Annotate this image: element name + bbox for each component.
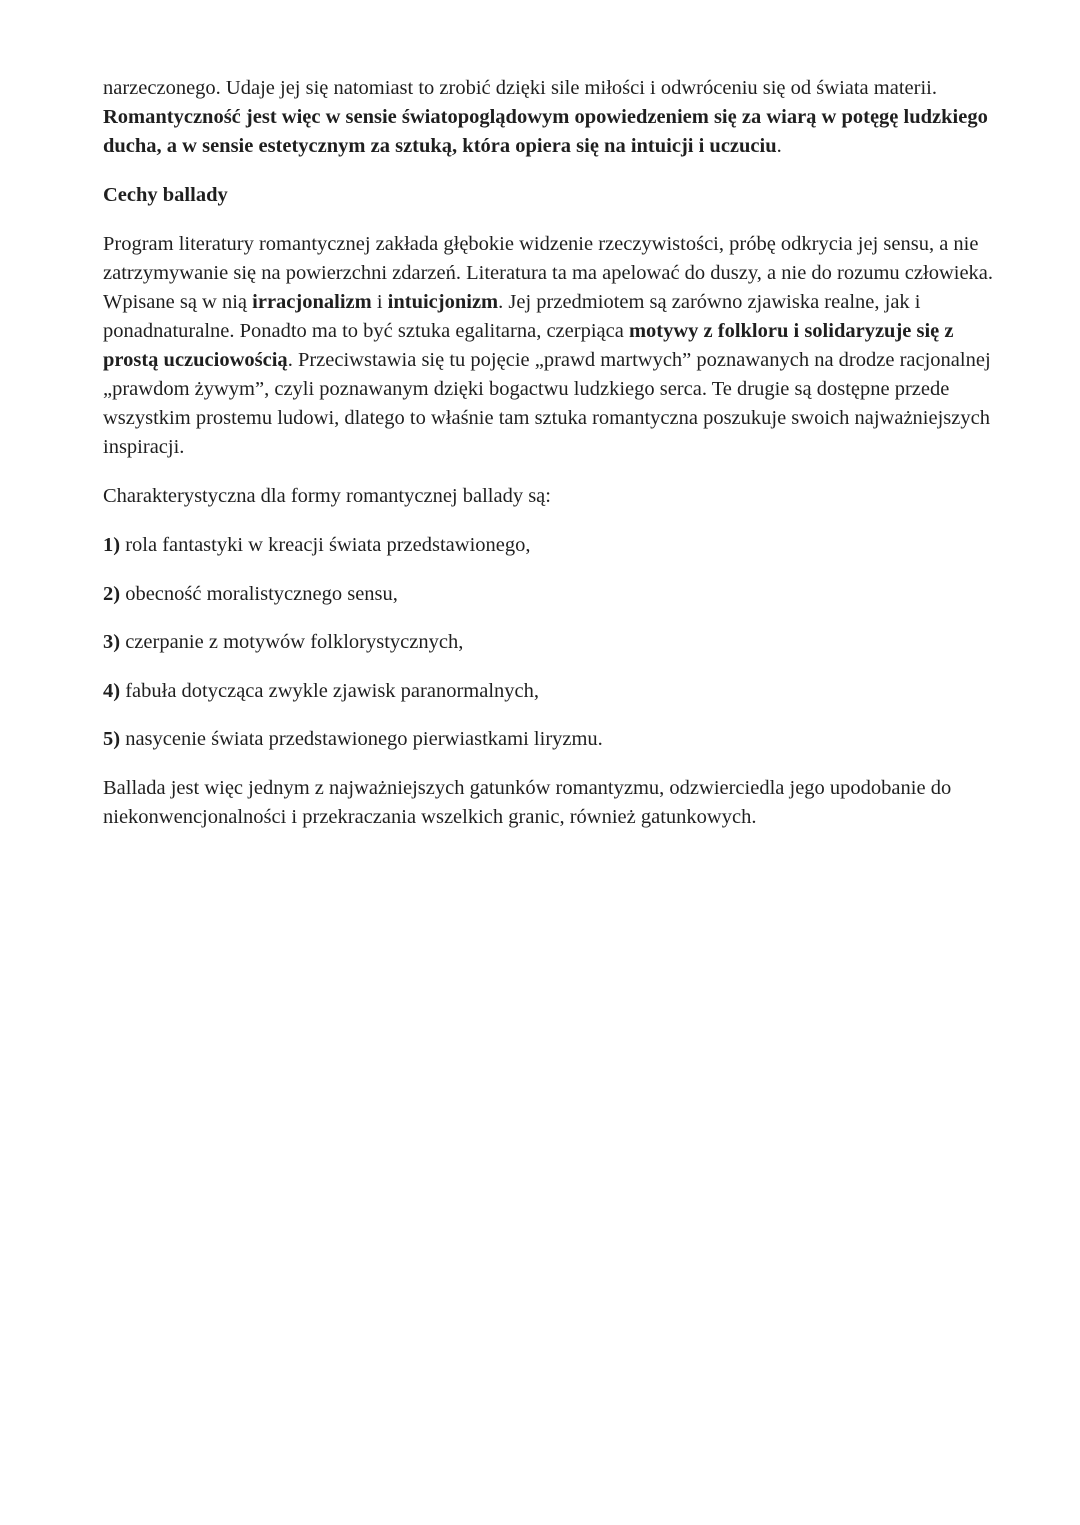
list-number: 1) <box>103 534 121 556</box>
list-number: 4) <box>103 679 121 702</box>
paragraph-text: . Jej przedmiotem są zarówno zjawiska realne, jak i ponadnaturalne. Ponadto ma to być sztuka egalitarna, czerpiąca <box>103 291 921 342</box>
paragraph-text: narzeczonego. Udaje jej się natomiast to zrobić dzięki sile miłości i odwróceniu się od świata materii. <box>103 77 937 99</box>
paragraph-program <box>103 230 1008 462</box>
paragraph-conclusion: Ballada jest więc jednym z najważniejszych gatunków romantyzmu, odzwierciedla jego upodobanie do niekonwencjonalności i przekraczania wszelkich granic, również gatunkowych. <box>103 776 952 828</box>
bold-term-irracjonalizm: irracjonalizm <box>252 291 372 313</box>
bold-term-folklore: motywy z folkloru i solidaryzuje się z prostą uczuciowością <box>103 320 954 371</box>
paragraph-romanticism-summary <box>103 74 1008 161</box>
list-number: 2) <box>103 582 121 605</box>
paragraph-list-intro: Charakterystyczna dla formy romantycznej ballady są: <box>103 485 551 507</box>
list-item <box>103 628 1008 657</box>
list-text: rola fantastyki w kreacji świata przedstawionego, <box>120 534 531 556</box>
bold-thesis-text: Romantyczność jest więc w sensie światopoglądowym opowiedzeniem się za wiarą w potęgę ludzkiego ducha, a w sensie estetycznym za sztuką, która opiera się na intuicji i uczuciu <box>103 106 988 157</box>
list-text: nasycenie świata przedstawionego pierwiastkami liryzmu. <box>120 728 603 750</box>
paragraph-text: i <box>371 291 388 313</box>
list-number: 3) <box>103 631 121 653</box>
paragraph-text: Program literatury romantycznej zakłada głębokie widzenie rzeczywistości, próbę odkrycia jej sensu, a nie zatrzymywanie się na powierzchni zdarzeń. Literatura ta ma apelować do duszy, a nie do rozumu człowieka. Wpisane są w nią <box>103 233 994 313</box>
list-text: obecność moralistycznego sensu, <box>120 582 398 605</box>
list-text: czerpanie z motywów folklorystycznych, <box>120 631 464 653</box>
section-heading: Cechy ballady <box>103 184 228 206</box>
document-page <box>103 74 1008 832</box>
list-item <box>103 677 1008 706</box>
list-number: 5) <box>103 728 121 750</box>
list-text: fabuła dotycząca zwykle zjawisk paranormalnych, <box>120 679 539 702</box>
list-item <box>103 580 1008 609</box>
paragraph-text: . Przeciwstawia się tu pojęcie „prawd martwych” poznawanych na drodze racjonalnej „prawdom żywym”, czyli poznawanym dzięki bogactwu ludzkiego serca. Te drugie są dostępne przede wszystkim prostemu ludowi, dlatego to właśnie tam sztuka romantyczna poszukuje swoich najważniejszych inspiracji. <box>103 349 991 458</box>
list-item <box>103 531 1008 560</box>
list-item <box>103 725 1008 754</box>
bold-term-intuicjonizm: intuicjonizm <box>387 291 499 313</box>
paragraph-text: . <box>776 135 782 157</box>
